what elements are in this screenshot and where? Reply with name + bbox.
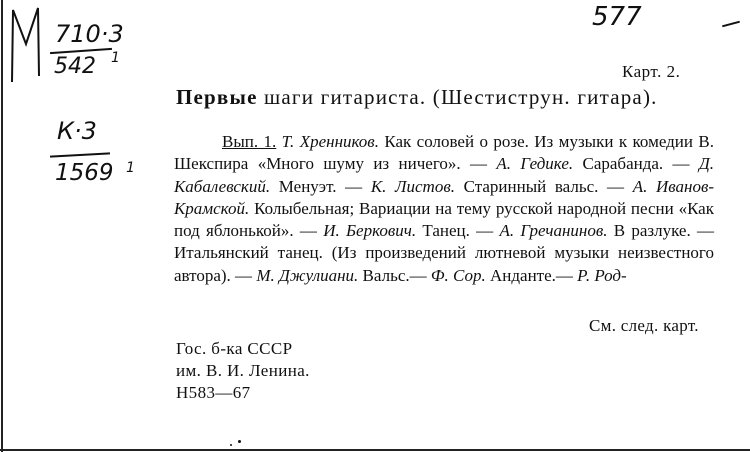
title-first-word: Первые <box>176 85 258 109</box>
card-left-border <box>1 0 3 452</box>
text-segment: Вальс.— <box>358 265 431 285</box>
stray-mark <box>238 440 241 443</box>
card-label: Карт. 2. <box>622 62 681 81</box>
text-segment: Танец. — <box>416 221 500 241</box>
composer: К. Листов. <box>370 176 455 196</box>
shelf-mark-b-bottom: 1569 <box>55 160 114 186</box>
text-segment: Колыбельная; Вариации на тему русской народной песни «Как под яблонькой». — <box>174 198 714 241</box>
card-bottom-border <box>0 449 750 451</box>
composer: Т. Хренников. <box>281 132 379 151</box>
composer: А. Гедике. <box>496 154 574 174</box>
issue-label: Вып. 1. <box>222 132 277 151</box>
shelf-mark-a-bottom: 542 <box>54 54 96 79</box>
text-segment: Андантe.— <box>485 265 578 285</box>
shelf-mark-a-top: 710·3 <box>55 20 124 48</box>
library-line-1: Гос. б-ка СССР <box>176 339 293 358</box>
shelf-mark-b-divider <box>50 152 110 157</box>
composer: Р. Род- <box>577 265 627 285</box>
text-segment: Старинный вальс. — <box>454 176 633 196</box>
composer: Д. Кабалевский. <box>174 154 715 196</box>
text-segment: Сарабанда. — <box>573 154 699 174</box>
text-segment: В разлуке. — Итальянский танец. (Из произведений лютневой музыки неизвестного автора). — <box>174 221 714 285</box>
contents-paragraph <box>174 131 714 287</box>
composer: А. Гречанинов. <box>499 221 608 241</box>
library-line-3: Н583—67 <box>176 383 251 402</box>
library-line-2: им. В. И. Ленина. <box>176 361 310 380</box>
text-segment: Менуэт. — <box>270 176 371 196</box>
handwritten-m-mark <box>6 4 46 84</box>
composer: И. Беркович. <box>323 221 417 241</box>
shelf-mark-b-footnote: 1 <box>126 160 135 176</box>
text-segment: Как соловей о розе. Из музыки к комедии В. Шекспира «Много шуму из ничего». — <box>174 132 714 174</box>
card-title <box>176 85 658 110</box>
composer: М. Джулиани. <box>256 265 359 285</box>
card-number: 577 <box>592 2 642 32</box>
composer: А. Иванов-Крамской. <box>174 176 714 218</box>
shelf-mark-a-footnote: 1 <box>111 50 120 66</box>
composer: Ф. Сор. <box>430 265 486 285</box>
shelf-mark-b-top: К·3 <box>57 117 97 145</box>
card-number-strike <box>722 21 740 28</box>
title-rest: шаги гитариста. (Шестиструн. гитара). <box>257 85 658 109</box>
stray-mark <box>230 444 232 446</box>
see-next-card: См. след. карт. <box>589 316 699 335</box>
